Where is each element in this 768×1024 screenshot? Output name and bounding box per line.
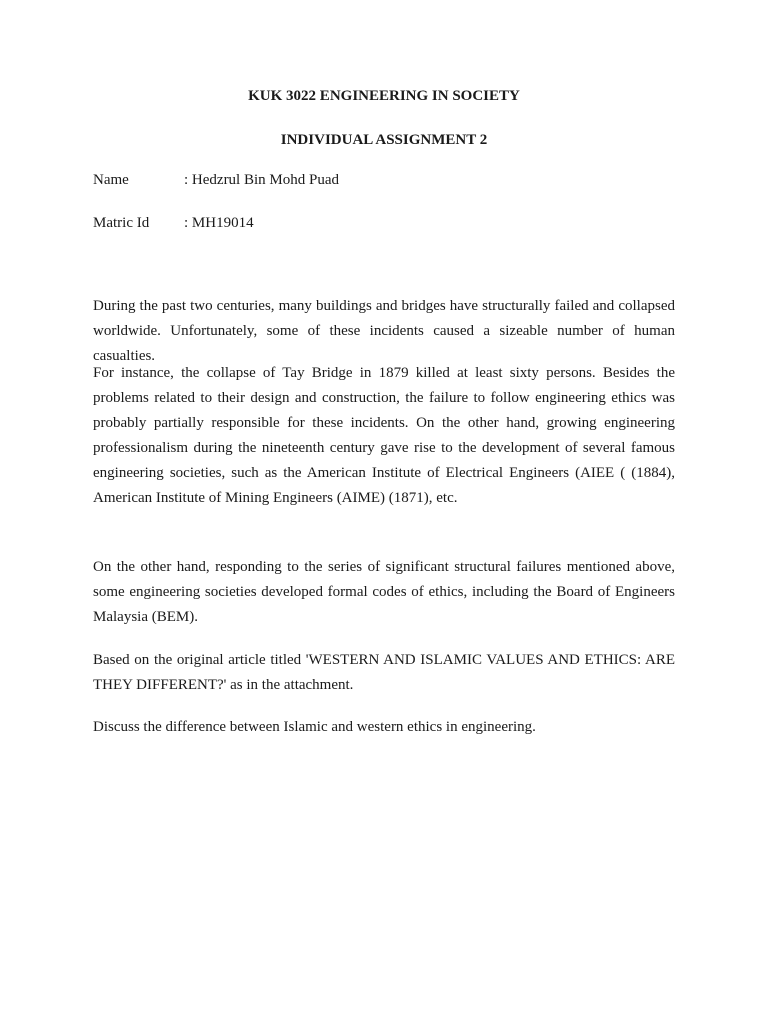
assignment-title: INDIVIDUAL ASSIGNMENT 2	[280, 132, 488, 148]
paragraph-article-reference: Based on the original article titled 'WESTERN AND ISLAMIC VALUES AND ETHICS: ARE THEY DIFFERENT?' as in the attachment.	[93, 652, 675, 693]
matric-id-value: : MH19014	[184, 215, 254, 231]
paragraph-intro: During the past two centuries, many buildings and bridges have structurally failed and collapsed worldwide. Unfortunately, some of these incidents caused a sizeable number of human casualties.	[93, 298, 675, 364]
name-label: Name	[93, 172, 129, 188]
course-title: KUK 3022 ENGINEERING IN SOCIETY	[248, 88, 520, 104]
paragraph-codes-of-ethics: On the other hand, responding to the series of significant structural failures mentioned above, some engineering societies developed formal codes of ethics, including the Board of Engineers Malaysia (BEM).	[93, 559, 675, 625]
name-value: : Hedzrul Bin Mohd Puad	[184, 172, 339, 188]
matric-id-label: Matric Id	[93, 215, 150, 231]
paragraph-tay-bridge: For instance, the collapse of Tay Bridge in 1879 killed at least sixty persons. Besides the problems related to their design and construction, the failure to follow engineering ethics was probably partially responsible for these incidents. On the other hand, growing engineering professionalism during the nineteenth century gave rise to the development of several famous engineering societies, such as the American Institute of Electrical Engineers (AIEE ( (1884), American Institute of Mining Engineers (AIME) (1871), etc.	[93, 365, 675, 506]
matric-id-field-row	[93, 214, 693, 232]
name-field-row	[93, 171, 693, 189]
paragraph-task: Discuss the difference between Islamic and western ethics in engineering.	[93, 719, 536, 735]
